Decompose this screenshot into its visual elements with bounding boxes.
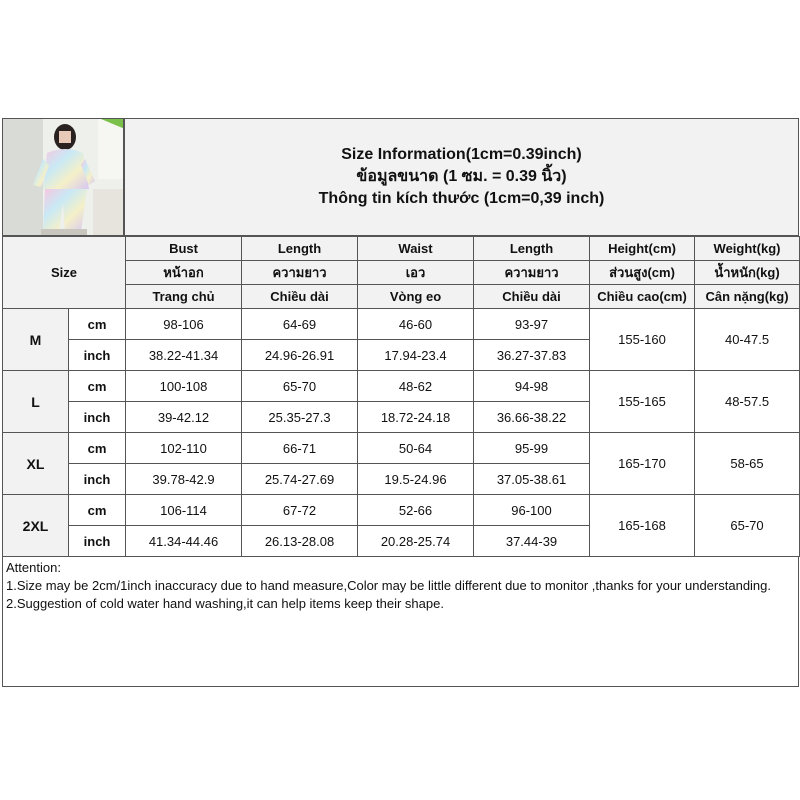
table-row: [3, 433, 800, 464]
table-cell: 98-106: [126, 309, 242, 340]
column-header: น้ำหนัก(kg): [695, 261, 800, 285]
table-cell: 20.28-25.74: [358, 526, 474, 557]
table-cell: 66-71: [242, 433, 358, 464]
table-cell: 36.66-38.22: [474, 402, 590, 433]
column-header: Vòng eo: [358, 285, 474, 309]
column-header: Cân nặng(kg): [695, 285, 800, 309]
size-information-header: [124, 118, 799, 236]
table-cell: 17.94-23.4: [358, 340, 474, 371]
table-cell: 46-60: [358, 309, 474, 340]
weight-cell: 58-65: [695, 433, 800, 495]
size-label: L: [3, 371, 69, 433]
notes-title: Attention:: [6, 560, 61, 575]
column-header: ความยาว: [474, 261, 590, 285]
column-header: Height(cm): [590, 237, 695, 261]
table-cell: 36.27-37.83: [474, 340, 590, 371]
column-header: Chiều dài: [242, 285, 358, 309]
unit-label: inch: [69, 526, 126, 557]
table-cell: 94-98: [474, 371, 590, 402]
table-cell: 26.13-28.08: [242, 526, 358, 557]
size-label: M: [3, 309, 69, 371]
height-cell: 165-168: [590, 495, 695, 557]
unit-label: cm: [69, 495, 126, 526]
column-header: หน้าอก: [126, 261, 242, 285]
header-title-th: ข้อมูลขนาด (1 ซม. = 0.39 นิ้ว): [356, 168, 567, 185]
notes-line-1: 1.Size may be 2cm/1inch inaccuracy due to hand measure,Color may be little different due to monitor ,thanks for your understanding.: [6, 578, 772, 593]
table-cell: 25.35-27.3: [242, 402, 358, 433]
table-cell: 41.34-44.46: [126, 526, 242, 557]
model-photo-illustration: [3, 119, 124, 236]
table-cell: 25.74-27.69: [242, 464, 358, 495]
weight-cell: 48-57.5: [695, 371, 800, 433]
size-label: 2XL: [3, 495, 69, 557]
weight-cell: 65-70: [695, 495, 800, 557]
weight-cell: 40-47.5: [695, 309, 800, 371]
table-cell: 95-99: [474, 433, 590, 464]
size-label: XL: [3, 433, 69, 495]
table-cell: 37.44-39: [474, 526, 590, 557]
table-cell: 65-70: [242, 371, 358, 402]
unit-label: inch: [69, 340, 126, 371]
column-header: Weight(kg): [695, 237, 800, 261]
header-row-en: [3, 237, 800, 261]
size-chart: [0, 118, 800, 687]
table-cell: 52-66: [358, 495, 474, 526]
product-photo: [2, 118, 124, 236]
column-header: Trang chủ: [126, 285, 242, 309]
table-cell: 96-100: [474, 495, 590, 526]
table-cell: 39-42.12: [126, 402, 242, 433]
notes-line-2: 2.Suggestion of cold water hand washing,it can help items keep their shape.: [6, 596, 444, 611]
table-cell: 18.72-24.18: [358, 402, 474, 433]
column-header: เอว: [358, 261, 474, 285]
header-title-vi: Thông tin kích thước (1cm=0,39 inch): [318, 190, 605, 207]
table-cell: 37.05-38.61: [474, 464, 590, 495]
attention-notes: [2, 556, 799, 687]
table-row: [3, 309, 800, 340]
table-cell: 24.96-26.91: [242, 340, 358, 371]
table-row: [3, 495, 800, 526]
column-header: Bust: [126, 237, 242, 261]
column-header: ความยาว: [242, 261, 358, 285]
column-header: Chiều cao(cm): [590, 285, 695, 309]
table-cell: 102-110: [126, 433, 242, 464]
column-header: Length: [242, 237, 358, 261]
size-table: [2, 236, 800, 557]
column-header: Chiều dài: [474, 285, 590, 309]
table-cell: 93-97: [474, 309, 590, 340]
header-title-en: Size Information(1cm=0.39inch): [341, 146, 582, 163]
table-cell: 67-72: [242, 495, 358, 526]
height-cell: 165-170: [590, 433, 695, 495]
table-cell: 100-108: [126, 371, 242, 402]
unit-label: inch: [69, 464, 126, 495]
table-cell: 106-114: [126, 495, 242, 526]
column-header: ส่วนสูง(cm): [590, 261, 695, 285]
table-cell: 39.78-42.9: [126, 464, 242, 495]
table-row: [3, 371, 800, 402]
unit-label: cm: [69, 309, 126, 340]
unit-label: cm: [69, 371, 126, 402]
column-header: Length: [474, 237, 590, 261]
table-cell: 50-64: [358, 433, 474, 464]
table-cell: 48-62: [358, 371, 474, 402]
unit-label: inch: [69, 402, 126, 433]
height-cell: 155-160: [590, 309, 695, 371]
table-cell: 64-69: [242, 309, 358, 340]
size-header: Size: [3, 237, 126, 309]
column-header: Waist: [358, 237, 474, 261]
height-cell: 155-165: [590, 371, 695, 433]
table-cell: 38.22-41.34: [126, 340, 242, 371]
table-cell: 19.5-24.96: [358, 464, 474, 495]
unit-label: cm: [69, 433, 126, 464]
